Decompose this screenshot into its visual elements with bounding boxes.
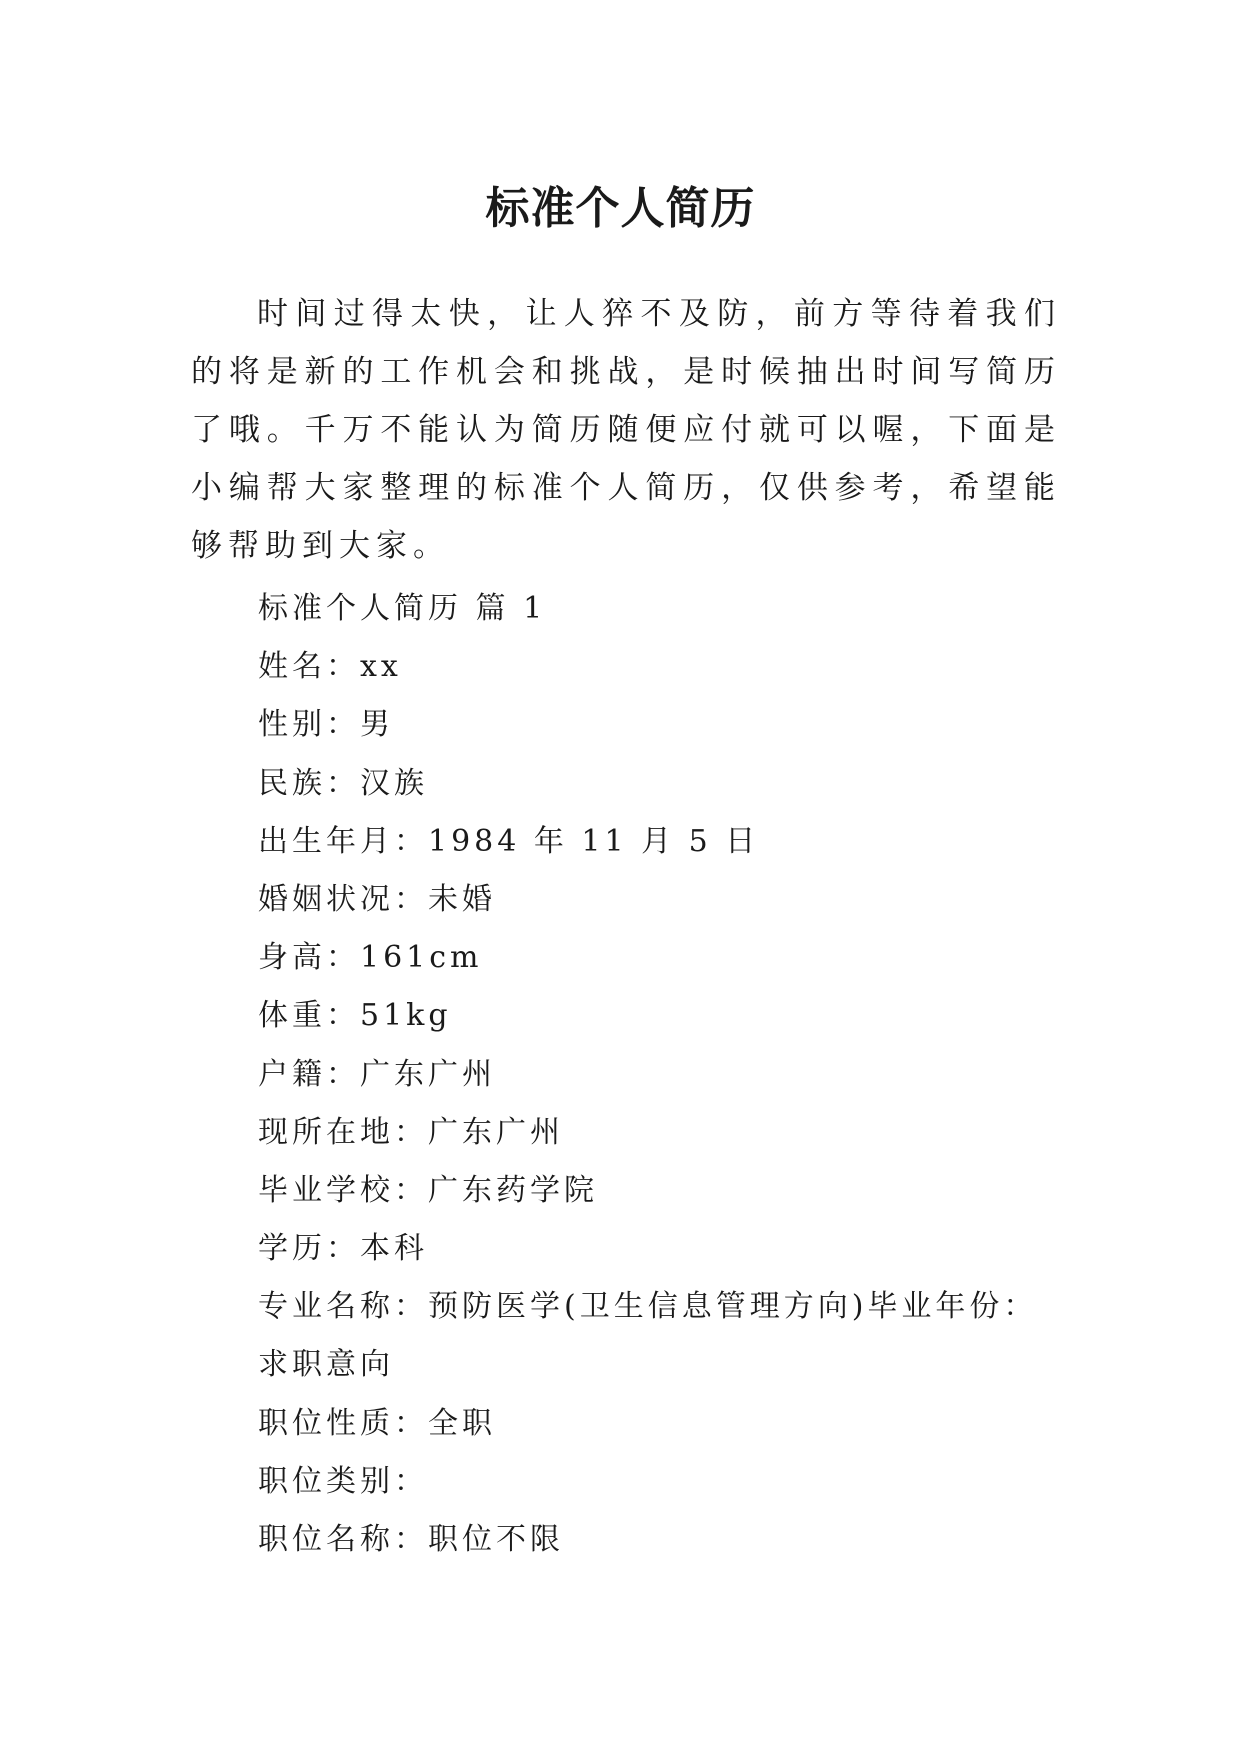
field-marital-status: 婚姻状况：未婚	[258, 881, 496, 917]
field-name: 姓名：xx	[258, 649, 402, 685]
job-intention-heading: 求职意向	[258, 1347, 394, 1383]
field-household-registration: 户籍：广东广州	[258, 1056, 496, 1092]
field-job-type: 职位性质：全职	[258, 1405, 496, 1441]
field-gender: 性别：男	[258, 707, 394, 743]
field-height: 身高：161cm	[258, 940, 483, 976]
field-birth-date: 出生年月：1984 年 11 月 5 日	[258, 823, 760, 859]
field-job-category: 职位类别：	[258, 1463, 428, 1499]
intro-paragraph: 时间过得太快，让人猝不及防，前方等待着我们的将是新的工作机会和挑战，是时候抽出时间写简历了哦。千万不能认为简历随便应付就可以喔，下面是小编帮大家整理的标准个人简历，仅供参考，希望能够帮助到大家。	[191, 296, 1061, 564]
field-weight: 体重：51kg	[258, 998, 452, 1034]
resume-fields-list	[258, 580, 1158, 1569]
field-major: 专业名称：预防医学(卫生信息管理方向)毕业年份：	[258, 1289, 1038, 1325]
section-heading: 标准个人简历 篇 1	[258, 591, 547, 626]
field-education: 学历：本科	[258, 1231, 428, 1267]
document-title: 标准个人简历	[485, 183, 756, 235]
field-current-location: 现所在地：广东广州	[258, 1114, 564, 1150]
field-ethnicity: 民族：汉族	[258, 765, 428, 801]
field-job-title: 职位名称：职位不限	[258, 1522, 564, 1557]
field-school: 毕业学校：广东药学院	[258, 1172, 598, 1208]
